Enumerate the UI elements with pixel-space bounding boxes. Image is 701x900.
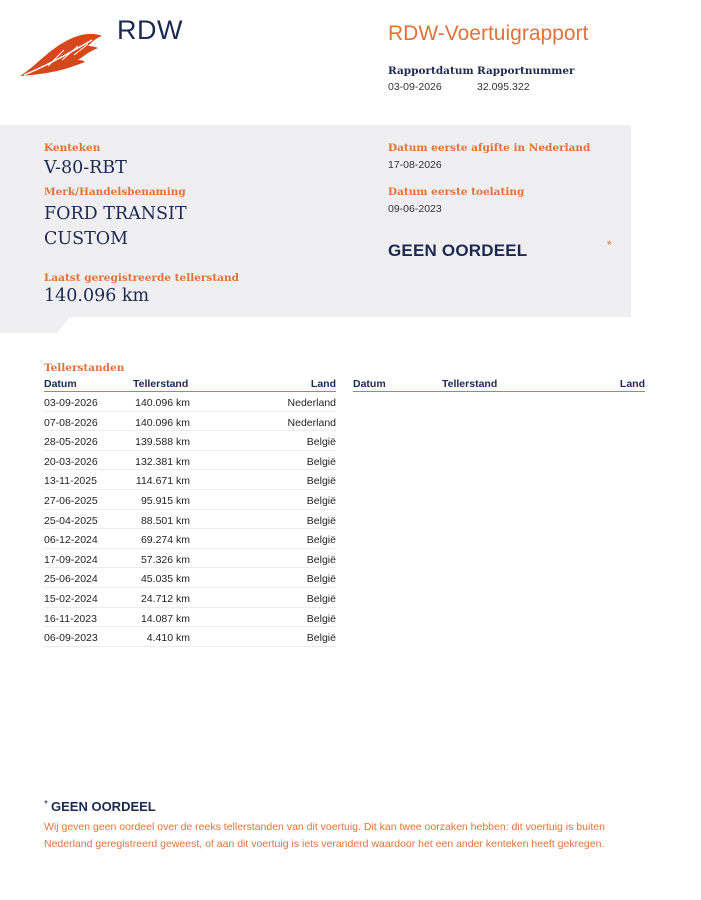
row-odometer: 140.096 km xyxy=(135,416,190,429)
admission-date-label: Datum eerste toelating xyxy=(388,186,525,198)
table-row xyxy=(44,470,336,490)
table-row xyxy=(44,588,336,608)
odometer-label: Laatst geregistreerde tellerstand xyxy=(44,272,239,284)
row-country: België xyxy=(306,475,336,488)
row-date: 16-11-2023 xyxy=(44,612,97,625)
report-title: RDW-Voertuigrapport xyxy=(388,22,589,45)
table-row xyxy=(44,529,336,549)
row-country: België xyxy=(306,573,336,586)
row-date: 20-03-2026 xyxy=(44,455,98,468)
readings-table-left xyxy=(44,378,336,647)
col-odometer-header: Tellerstand xyxy=(133,378,189,390)
readings-rows xyxy=(44,392,336,647)
row-date: 17-09-2024 xyxy=(44,553,98,566)
table-row xyxy=(44,431,336,451)
brand-value-line1: FORD TRANSIT xyxy=(44,204,187,224)
col-odometer-header: Tellerstand xyxy=(442,378,498,390)
row-odometer: 139.588 km xyxy=(135,436,190,449)
table-header xyxy=(44,378,336,392)
col-country-header: Land xyxy=(310,378,336,390)
row-date: 27-06-2025 xyxy=(44,494,98,507)
row-date: 25-06-2024 xyxy=(44,573,98,586)
odometer-value: 140.096 km xyxy=(44,286,150,306)
row-odometer: 132.381 km xyxy=(135,455,190,468)
nl-date-label: Datum eerste afgifte in Nederland xyxy=(388,142,591,154)
table-row xyxy=(44,490,336,510)
row-date: 06-09-2023 xyxy=(44,632,98,645)
report-date-label: Rapportdatum xyxy=(388,65,474,77)
row-date: 13-11-2025 xyxy=(44,475,97,488)
verdict-text: GEEN OORDEEL xyxy=(388,241,528,260)
table-row xyxy=(44,451,336,471)
table-row xyxy=(44,568,336,588)
plate-label: Kenteken xyxy=(44,142,101,154)
row-odometer: 4.410 km xyxy=(146,632,190,645)
report-number-value: 32.095.322 xyxy=(477,81,530,93)
report-date-value: 03-09-2026 xyxy=(388,81,442,93)
footnote-title: GEEN OORDEEL xyxy=(51,799,156,814)
readings-table-right xyxy=(353,378,645,392)
brand-value-line2: CUSTOM xyxy=(44,229,129,249)
table-row xyxy=(44,549,336,569)
verdict-asterisk: * xyxy=(607,238,612,252)
row-country: Nederland xyxy=(287,397,336,409)
footnote-text: Wij geven geen oordeel over de reeks tellerstanden van dit voertuig. Dit kan twee oorzaken hebben: dit voertuig is buiten Nederland geregistreerd geweest, of aan dit voertuig is iets veranderd waardoor het een ander kenteken heeft gekregen. xyxy=(44,821,605,850)
row-odometer: 69.274 km xyxy=(140,534,190,547)
table-row xyxy=(44,608,336,628)
col-date-header: Datum xyxy=(353,378,386,390)
row-odometer: 140.096 km xyxy=(135,397,190,409)
row-country: België xyxy=(306,514,336,527)
row-country: België xyxy=(306,436,336,449)
row-odometer: 24.712 km xyxy=(140,592,190,605)
row-date: 06-12-2024 xyxy=(44,534,98,547)
col-date-header: Datum xyxy=(44,378,77,390)
brand-label: Merk/Handelsbenaming xyxy=(44,186,186,198)
table-row xyxy=(44,510,336,530)
panel-notch xyxy=(0,317,70,333)
footnote-marker: * xyxy=(44,799,48,810)
row-country: België xyxy=(306,592,336,605)
row-country: België xyxy=(306,553,336,566)
row-country: Nederland xyxy=(287,416,336,429)
brand-name: RDW xyxy=(117,15,183,45)
row-country: België xyxy=(306,612,336,625)
nl-date-value: 17-08-2026 xyxy=(388,159,442,171)
row-odometer: 57.326 km xyxy=(140,553,190,566)
table-row xyxy=(44,392,336,412)
row-date: 28-05-2026 xyxy=(44,436,98,449)
readings-title: Tellerstanden xyxy=(44,362,125,374)
row-odometer: 45.035 km xyxy=(140,573,190,586)
row-date: 15-02-2024 xyxy=(44,592,98,605)
row-odometer: 88.501 km xyxy=(140,514,190,527)
row-date: 03-09-2026 xyxy=(44,397,98,409)
plate-value: V-80-RBT xyxy=(44,158,127,178)
rdw-logo-icon xyxy=(18,28,104,80)
row-date: 25-04-2025 xyxy=(44,514,98,527)
col-country-header: Land xyxy=(619,378,645,390)
table-header xyxy=(353,378,645,392)
table-row xyxy=(44,627,336,647)
row-country: België xyxy=(306,455,336,468)
table-row xyxy=(44,412,336,432)
row-odometer: 95.915 km xyxy=(140,494,190,507)
row-country: België xyxy=(306,534,336,547)
report-number-label: Rapportnummer xyxy=(477,65,575,77)
row-odometer: 14.087 km xyxy=(140,612,190,625)
row-country: België xyxy=(306,632,336,645)
row-date: 07-08-2026 xyxy=(44,416,98,429)
row-odometer: 114.671 km xyxy=(135,475,190,488)
row-country: België xyxy=(306,494,336,507)
admission-date-value: 09-06-2023 xyxy=(388,203,442,215)
